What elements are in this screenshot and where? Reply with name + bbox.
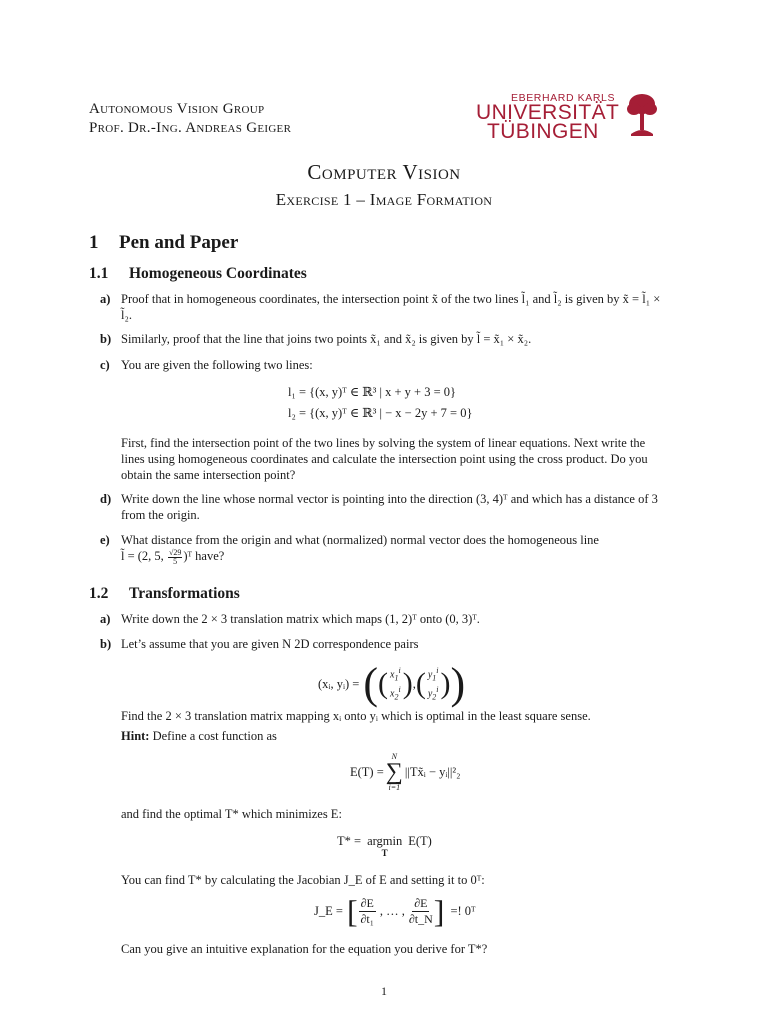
university-logo: [473, 92, 683, 142]
summation: [386, 752, 403, 792]
close-bracket: ]: [433, 893, 445, 929]
logo-line-2: UNIVERSITÄT: [476, 101, 620, 124]
fraction-numerator: √29: [168, 547, 182, 557]
open-bracket: [: [346, 893, 358, 929]
fraction-denominator: ∂t₁: [360, 911, 374, 926]
subsection-title: Transformations: [129, 585, 240, 602]
hint-text: Define a cost function as: [149, 729, 277, 743]
equation-lhs: T* =: [337, 834, 362, 848]
fraction-numerator: ∂E: [360, 895, 374, 910]
equation-jacobian: [314, 895, 476, 927]
exercise-item-c-paragraph: First, find the intersection point of the two lines by solving the system of linear equations. Next write the lines using homogeneous coordinates and calculate the intersection point using the cross product. Do you obtain the same intersection point?: [121, 436, 648, 482]
equation-argmin: [337, 834, 432, 858]
item-label: a): [100, 292, 111, 306]
paragraph-intuition: Can you give an intuitive explanation for the equation you derive for T*?: [121, 942, 488, 956]
fraction-denominator: 5: [173, 556, 178, 566]
equation-rhs: E(T): [408, 834, 432, 848]
hint-label: Hint:: [121, 729, 150, 743]
sum-upper: N: [391, 752, 397, 761]
argmin-operator: [367, 834, 402, 858]
item-text: [121, 532, 662, 566]
equation-rhs: =! 0ᵀ: [450, 903, 476, 918]
item-label: e): [100, 533, 110, 547]
vector-y: $y_1^i$ $y_2^i$: [427, 665, 439, 702]
subsection-number: 1.2: [89, 585, 109, 602]
sigma-icon: ∑: [385, 759, 403, 785]
item-label: a): [100, 612, 111, 626]
header-group: [89, 100, 291, 138]
document-subtitle: Exercise 1 – Image Formation: [275, 190, 493, 209]
section-title: Pen and Paper: [119, 232, 239, 253]
subsection-number: 1.1: [89, 265, 109, 282]
equation-line-2: l₂ = {(x, y)ᵀ ∈ ℝ³ | − x − 2y + 7 = 0}: [288, 406, 473, 420]
item-text: Proof that in homogeneous coordinates, the intersection point x̃ of the two lines l̃₁ and l̃₂ is given by x̃ = l̃₁ × l̃₂.: [121, 292, 661, 322]
item-label: d): [100, 492, 112, 506]
item-text-line-2a: l̃ = (2, 5,: [121, 549, 167, 563]
section-heading: [89, 232, 238, 254]
item-label: b): [100, 637, 112, 651]
professor-name: Prof. Dr.-Ing. Andreas Geiger: [89, 120, 292, 136]
item-text: Similarly, proof that the line that joins two points x̃₁ and x̃₂ is given by l̃ = x̃₁ × x̃₂.: [121, 332, 532, 346]
item-text: You are given the following two lines:: [121, 358, 313, 372]
fraction: [168, 549, 182, 566]
paragraph-optimal: and find the optimal T* which minimizes E:: [121, 807, 342, 821]
close-paren: ): [450, 659, 466, 708]
ellipsis: , … ,: [379, 903, 405, 918]
open-paren-inner: (: [415, 667, 426, 700]
open-paren-inner: (: [378, 667, 388, 700]
equation-rhs: ||Tx̃ᵢ − yᵢ||²₂: [404, 764, 461, 779]
equation-cost-function: [350, 752, 461, 792]
fraction-denominator: ∂t_N: [408, 911, 433, 926]
equation-correspondence-pairs: (xᵢ, yᵢ) = ( ( $x_1^i$ $x_2^i$ ) , ( $y_1^i$ $y_2^i$ ) ): [318, 659, 466, 708]
equation-line-1: l₁ = {(x, y)ᵀ ∈ ℝ³ | x + y + 3 = 0}: [288, 385, 457, 399]
open-paren: (: [363, 659, 378, 708]
equation-lhs: (xᵢ, yᵢ) =: [318, 676, 360, 691]
paragraph-jacobian: You can find T* by calculating the Jacobian J_E of E and setting it to 0ᵀ:: [121, 873, 485, 887]
item-label: c): [100, 358, 110, 372]
item-label: b): [100, 332, 112, 346]
subsection-title: Homogeneous Coordinates: [129, 265, 307, 282]
fraction-numerator: ∂E: [414, 895, 428, 910]
partial-fraction-2: [409, 896, 433, 927]
paragraph-hint: [121, 728, 662, 744]
close-paren-inner: ): [402, 667, 413, 700]
group-name: Autonomous Vision Group: [89, 101, 265, 117]
vector-x: $x_1^i$ $x_2^i$: [390, 665, 401, 702]
logo-line-1: EBERHARD KARLS: [511, 92, 616, 104]
item-text: Write down the line whose normal vector is pointing into the direction (3, 4)ᵀ and which has a distance of 3 from the origin.: [121, 492, 658, 522]
partial-fraction-1: [359, 896, 376, 927]
argmin-text: argmin: [367, 834, 403, 848]
item-text: Write down the 2 × 3 translation matrix which maps (1, 2)ᵀ onto (0, 3)ᵀ.: [121, 612, 480, 626]
document-title: Computer Vision: [307, 160, 461, 184]
equation-lhs: E(T) =: [350, 764, 384, 779]
palm-tree-icon: [625, 92, 659, 138]
item-text: Let’s assume that you are given N 2D correspondence pairs: [121, 637, 419, 651]
subsection-heading-transformations: [89, 585, 240, 603]
paragraph-find-matrix: Find the 2 × 3 translation matrix mapping xᵢ onto yᵢ which is optimal in the least square sense.: [121, 709, 591, 723]
sum-lower: i=1: [388, 783, 401, 792]
item-text-line-2b: )ᵀ have?: [183, 549, 225, 563]
close-paren-inner: ): [440, 667, 451, 700]
equation-lhs: J_E =: [314, 903, 343, 918]
argmin-subscript: T: [381, 848, 388, 858]
page-number: 1: [381, 984, 387, 998]
subsection-heading-homogeneous: [89, 265, 307, 283]
logo-line-3: TÜBINGEN: [487, 120, 599, 143]
section-number: 1: [89, 232, 99, 253]
item-text-line-1: What distance from the origin and what (normalized) normal vector does the homogeneous line: [121, 533, 599, 547]
